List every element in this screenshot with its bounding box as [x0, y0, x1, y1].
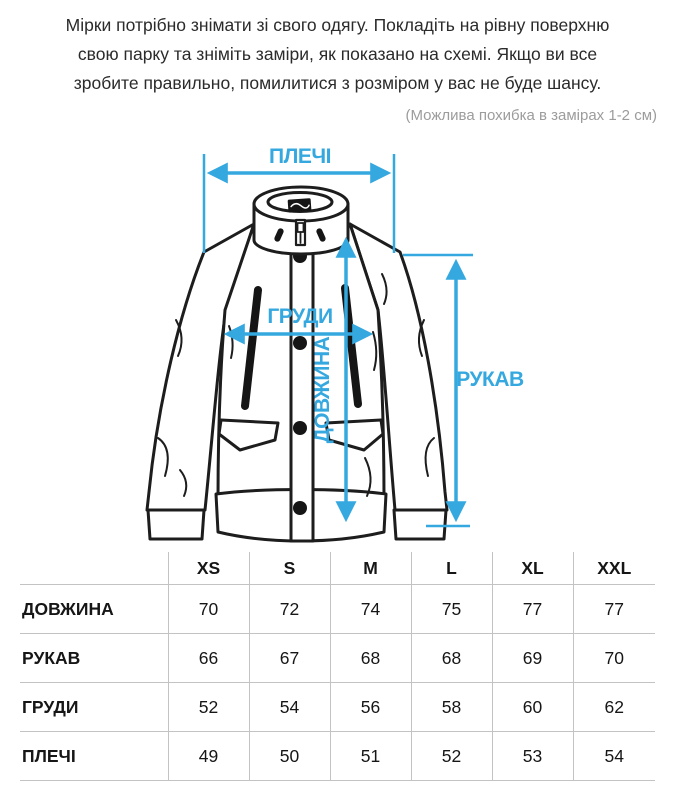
size-column-header: XS [168, 552, 249, 585]
corner-cell [20, 552, 168, 585]
intro-line: Мірки потрібно знімати зі свого одягу. Покладіть на рівну поверхню [65, 15, 610, 35]
size-value: 60 [492, 683, 573, 732]
size-column-header: XL [492, 552, 573, 585]
size-value: 56 [330, 683, 411, 732]
size-value: 49 [168, 732, 249, 781]
size-value: 51 [330, 732, 411, 781]
intro-line: свою парку та зніміть заміри, як показано на схемі. Якщо ви все [77, 44, 598, 64]
size-value: 54 [249, 683, 330, 732]
size-diagram-svg [128, 140, 548, 552]
size-value: 72 [249, 585, 330, 634]
measurement-label: РУКАВ [20, 634, 168, 683]
size-row [20, 634, 655, 683]
size-value: 75 [411, 585, 492, 634]
tolerance-note: (Можлива похибка в замірах 1-2 см) [405, 107, 657, 124]
size-value: 66 [168, 634, 249, 683]
size-column-header: M [330, 552, 411, 585]
size-value: 52 [411, 732, 492, 781]
intro-paragraph [0, 11, 675, 98]
size-table-header-row [20, 552, 655, 585]
size-value: 70 [573, 634, 655, 683]
size-value: 77 [573, 585, 655, 634]
length-label: ДОВЖИНА [311, 336, 334, 444]
size-value: 62 [573, 683, 655, 732]
intro-line: зробите правильно, помилитися з розміром у вас не буде шансу. [73, 73, 602, 93]
zipper [296, 220, 305, 245]
size-row [20, 732, 655, 781]
right-cuff [394, 510, 446, 539]
size-column-header: L [411, 552, 492, 585]
brand-tag [288, 198, 312, 213]
jacket-illustration [147, 187, 447, 541]
size-value: 58 [411, 683, 492, 732]
size-table [20, 552, 655, 781]
size-value: 68 [411, 634, 492, 683]
size-value: 77 [492, 585, 573, 634]
size-row [20, 585, 655, 634]
left-cuff [148, 510, 204, 539]
front-placket [291, 238, 313, 541]
size-value: 54 [573, 732, 655, 781]
size-value: 50 [249, 732, 330, 781]
measurement-label: ГРУДИ [20, 683, 168, 732]
size-column-header: S [249, 552, 330, 585]
measurement-label: ДОВЖИНА [20, 585, 168, 634]
size-value: 69 [492, 634, 573, 683]
size-column-header: XXL [573, 552, 655, 585]
sleeve-label: РУКАВ [456, 368, 524, 391]
size-value: 53 [492, 732, 573, 781]
size-row [20, 683, 655, 732]
chest-label: ГРУДИ [267, 305, 333, 328]
size-value: 68 [330, 634, 411, 683]
measurement-label: ПЛЕЧІ [20, 732, 168, 781]
size-value: 74 [330, 585, 411, 634]
shoulders-label: ПЛЕЧІ [269, 145, 331, 168]
size-value: 70 [168, 585, 249, 634]
size-value: 52 [168, 683, 249, 732]
measurement-diagram [128, 140, 548, 552]
size-value: 67 [249, 634, 330, 683]
